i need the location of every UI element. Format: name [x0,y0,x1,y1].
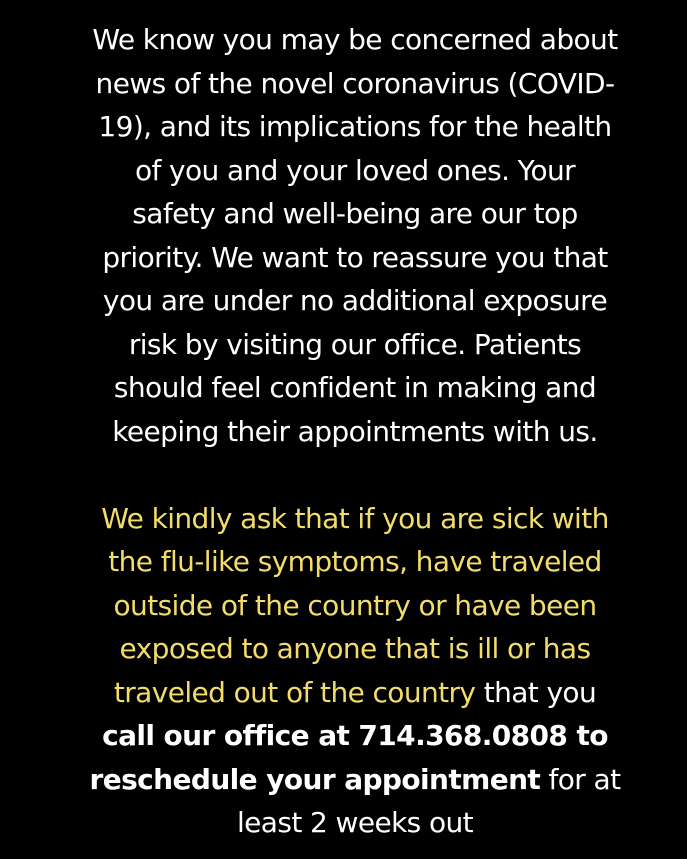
paragraph-line: news of the novel coronavirus (COVID- [95,66,615,100]
paragraph-line: you are under no additional exposure [102,284,608,317]
plain-text: for at [540,762,621,796]
highlighted-line: outside of the country or have been [113,588,597,622]
mixed-line [60,671,650,715]
paragraph-line: keeping their appointments with us. [112,414,598,448]
paragraph-line: 19), and its implications for the health [98,110,612,143]
highlighted-line: the flu-like symptoms, have traveled [108,545,602,578]
paragraph-line: of you and your loved ones. Your [134,153,576,187]
mixed-line [60,758,650,802]
covid-notice [60,18,650,845]
call-office-phone-line: call our office at 714.368.0808 to [102,719,608,752]
paragraph-line: safety and well-being are our top [132,197,578,230]
highlighted-line: We kindly ask that if you are sick with [101,501,609,535]
reschedule-text: reschedule your appointment [89,762,541,796]
paragraph-line: priority. We want to reassure you that [102,240,608,274]
plain-text: that you [475,675,597,709]
paragraph-line: We know you may be concerned about [92,23,618,56]
highlighted-text: traveled out of the country [113,675,476,709]
request-paragraph [60,497,650,845]
paragraph-line: risk by visiting our office. Patients [128,327,582,361]
reassurance-paragraph [60,18,650,453]
highlighted-line: exposed to anyone that is ill or has [119,632,591,665]
paragraph-line: should feel confident in making and [113,371,597,404]
closing-line: least 2 weeks out [236,806,474,839]
